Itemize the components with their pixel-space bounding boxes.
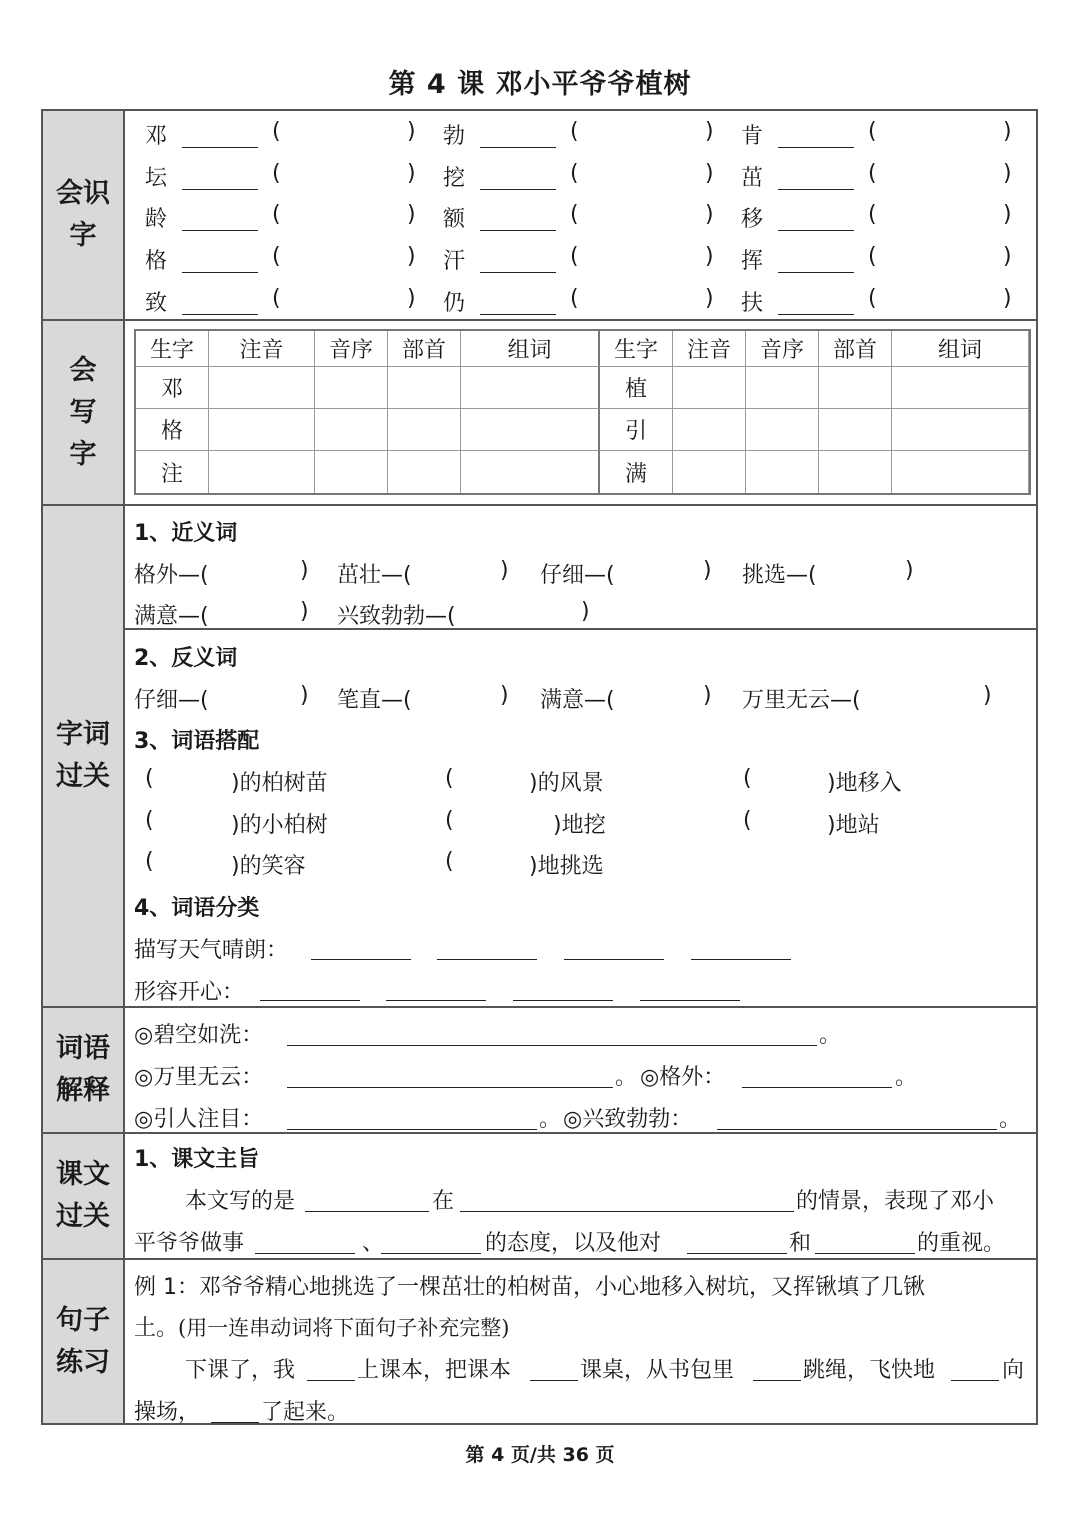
section-sentence (43, 1260, 1036, 1423)
table-input-cell[interactable] (315, 451, 388, 493)
label-line: 写 (69, 396, 97, 428)
example-sentence-end (134, 1311, 509, 1342)
recognize-char: 额 (443, 207, 466, 232)
explain-term: ◎万里无云： (134, 1065, 264, 1090)
close-paren: ) (500, 683, 509, 708)
collocation-text: 的笑容 (239, 854, 306, 879)
table-input-cell[interactable] (892, 367, 1029, 409)
pinyin-blank[interactable] (182, 147, 258, 148)
table-char-cell: 格 (136, 409, 209, 451)
open-paren: ( (570, 244, 579, 269)
open-paren: ( (145, 766, 154, 791)
sentence-content (125, 1260, 1036, 1423)
close-paren: ) (703, 683, 712, 708)
pinyin-blank[interactable] (182, 230, 258, 231)
label-line: 课文 (56, 1159, 110, 1190)
close-paren: ) (705, 161, 714, 186)
example-end-text: 土。 (134, 1316, 179, 1341)
pinyin-blank[interactable] (480, 147, 556, 148)
synonym-item: 仔细—( (540, 563, 615, 588)
open-paren: ( (570, 161, 579, 186)
table-header-cell: 部首 (819, 331, 892, 367)
open-paren: ( (868, 161, 877, 186)
table-input-cell[interactable] (388, 409, 461, 451)
divider (125, 628, 1036, 630)
table-input-cell[interactable] (673, 367, 746, 409)
exercise-text: 上课本，把课本 (357, 1358, 512, 1383)
recognize-char: 移 (741, 207, 764, 232)
text-line-part: 本文写的是 (185, 1189, 296, 1214)
collocation-text: 的柏树苗 (239, 771, 328, 796)
text-blank[interactable] (815, 1253, 915, 1254)
label-line: 词语 (56, 1033, 110, 1064)
table-header-cell: 生字 (600, 331, 673, 367)
explain-blank[interactable] (742, 1087, 892, 1088)
close-paren: ) (1003, 244, 1012, 269)
recognize-char: 肯 (741, 124, 764, 149)
table-input-cell[interactable] (746, 409, 819, 451)
recognize-char: 邓 (145, 124, 168, 149)
collocation-text: 的风景 (537, 771, 604, 796)
close-paren: ) (407, 286, 416, 311)
synonym-item: 挑选—( (742, 563, 817, 588)
collocation-item (231, 766, 328, 797)
open-paren: ( (445, 808, 454, 833)
verb-blank[interactable] (307, 1380, 355, 1381)
table-input-cell[interactable] (673, 451, 746, 493)
text-line-part: 的态度，以及他对 (485, 1231, 662, 1256)
table-input-cell[interactable] (746, 451, 819, 493)
label-line: 练习 (56, 1346, 110, 1378)
explain-blank[interactable] (287, 1087, 613, 1088)
close-paren: ) (1003, 161, 1012, 186)
section-label-text (43, 1134, 125, 1258)
pinyin-blank[interactable] (778, 272, 854, 273)
open-paren: ( (868, 244, 877, 269)
classify-weather-label: 描写天气晴朗： (134, 938, 289, 963)
table-header-cell: 音序 (746, 331, 819, 367)
table-row (136, 367, 1029, 409)
close-paren: ) (705, 202, 714, 227)
label-line: 字词 (56, 719, 110, 750)
pinyin-blank[interactable] (480, 230, 556, 231)
open-paren: ( (743, 808, 752, 833)
close-paren: ) (553, 813, 562, 838)
table-header-cell: 生字 (136, 331, 209, 367)
close-paren: ) (581, 599, 590, 624)
close-paren: ) (529, 854, 538, 879)
table-header-row (136, 331, 1029, 367)
table-input-cell[interactable] (746, 367, 819, 409)
close-paren: ) (407, 202, 416, 227)
table-row (136, 451, 1029, 493)
close-paren: ) (827, 771, 836, 796)
explain-blank[interactable] (287, 1045, 817, 1046)
pinyin-blank[interactable] (182, 314, 258, 315)
recognize-char: 仍 (443, 291, 466, 316)
section-label-write (43, 321, 125, 504)
label-line: 会 (69, 354, 97, 386)
label-line: 字 (69, 220, 97, 251)
close-paren: ) (300, 683, 309, 708)
collocation-item (231, 808, 328, 839)
recognize-char: 挖 (443, 166, 466, 191)
open-paren: ( (743, 766, 752, 791)
table-input-cell[interactable] (673, 409, 746, 451)
close-paren: ) (703, 558, 712, 583)
close-paren: ) (705, 286, 714, 311)
close-paren: ) (231, 854, 240, 879)
table-input-cell[interactable] (819, 451, 892, 493)
collocation-text: 地移入 (835, 771, 902, 796)
pinyin-blank[interactable] (182, 189, 258, 190)
classify-title: 4、词语分类 (134, 896, 260, 921)
exercise-text: 向 (1002, 1358, 1025, 1383)
label-line: 字 (69, 438, 97, 470)
antonym-item: 万里无云—( (742, 688, 861, 713)
classify-blank[interactable] (564, 959, 664, 960)
exercise-text: 下课了，我 (185, 1358, 296, 1383)
pinyin-blank[interactable] (480, 189, 556, 190)
exercise-text: 了起来。 (261, 1400, 350, 1425)
period: 。 (615, 1065, 638, 1090)
recognize-char: 龄 (145, 207, 168, 232)
open-paren: ( (868, 286, 877, 311)
page-footer: 第 4 页/共 36 页 (465, 1444, 615, 1466)
table-input-cell[interactable] (315, 409, 388, 451)
explain-term: ◎引人注目： (134, 1107, 264, 1132)
label-line: 过关 (56, 761, 110, 792)
pinyin-blank[interactable] (778, 147, 854, 148)
page-title: 第 4 课 邓小平爷爷植树 (388, 69, 692, 100)
table-input-cell[interactable] (388, 367, 461, 409)
open-paren: ( (445, 849, 454, 874)
table-char-cell: 植 (600, 367, 673, 409)
table-header-cell: 注音 (209, 331, 315, 367)
table-input-cell[interactable] (461, 409, 600, 451)
text-line-part: 的情景，表现了邓小 (796, 1189, 995, 1214)
label-line: 会识 (56, 178, 110, 209)
classify-blank[interactable] (437, 959, 537, 960)
classify-happy-label: 形容开心： (134, 980, 245, 1005)
exercise-text: 操场， (134, 1400, 201, 1425)
open-paren: ( (272, 202, 281, 227)
instruction-text: (用一连串动词将下面句子补充完整) (178, 1316, 510, 1340)
table-header-cell: 注音 (673, 331, 746, 367)
explain-blank[interactable] (287, 1129, 537, 1130)
table-input-cell[interactable] (209, 367, 315, 409)
open-paren: ( (868, 202, 877, 227)
recognize-char: 致 (145, 291, 168, 316)
table-input-cell[interactable] (209, 409, 315, 451)
pinyin-blank[interactable] (778, 189, 854, 190)
table-char-cell: 满 (600, 451, 673, 493)
pinyin-blank[interactable] (182, 272, 258, 273)
antonym-item: 满意—( (540, 688, 615, 713)
text-blank[interactable] (255, 1253, 355, 1254)
close-paren: ) (827, 813, 836, 838)
table-header-cell: 音序 (315, 331, 388, 367)
collocation-item (231, 849, 306, 880)
open-paren: ( (445, 766, 454, 791)
text-blank[interactable] (305, 1211, 429, 1212)
close-paren: ) (500, 558, 509, 583)
collocation-item (827, 808, 880, 839)
section-text (43, 1134, 1036, 1260)
collocation-item (529, 766, 604, 797)
text-line-part: 的重视。 (917, 1231, 1006, 1256)
table-header-cell: 组词 (892, 331, 1029, 367)
explain-term: ◎兴致勃勃： (563, 1107, 693, 1132)
collocation-item (529, 849, 604, 880)
exercise-text: 课桌，从书包里 (580, 1358, 735, 1383)
verb-blank[interactable] (951, 1380, 999, 1381)
recognize-char: 勃 (443, 124, 466, 149)
explain-term: ◎格外： (640, 1065, 726, 1090)
classify-blank[interactable] (640, 1000, 740, 1001)
close-paren: ) (705, 119, 714, 144)
synonym-item: 满意—( (134, 604, 209, 629)
collocation-item (827, 766, 902, 797)
table-input-cell[interactable] (892, 409, 1029, 451)
table-char-cell: 引 (600, 409, 673, 451)
section-label-sentence (43, 1260, 125, 1423)
label-line: 句子 (56, 1304, 110, 1336)
open-paren: ( (570, 286, 579, 311)
writing-table (134, 329, 1031, 495)
section-label-explain (43, 1008, 125, 1132)
section-label-recognize (43, 111, 125, 319)
table-input-cell[interactable] (819, 409, 892, 451)
close-paren: ) (983, 683, 992, 708)
text-blank[interactable] (381, 1253, 481, 1254)
open-paren: ( (145, 849, 154, 874)
table-input-cell[interactable] (388, 451, 461, 493)
close-paren: ) (407, 161, 416, 186)
collocation-text: 地挑选 (537, 854, 604, 879)
section-write (43, 321, 1036, 506)
recognize-char: 挥 (741, 249, 764, 274)
classify-blank[interactable] (513, 1000, 613, 1001)
table-input-cell[interactable] (892, 451, 1029, 493)
table-char-cell: 邓 (136, 367, 209, 409)
text-line-part: 和 (789, 1231, 812, 1256)
close-paren: ) (1003, 119, 1012, 144)
open-paren: ( (570, 202, 579, 227)
antonyms-title: 2、反义词 (134, 646, 238, 671)
table-input-cell[interactable] (209, 451, 315, 493)
collocation-text: 的小柏树 (239, 813, 328, 838)
table-header-cell: 部首 (388, 331, 461, 367)
section-explain (43, 1008, 1036, 1134)
text-line-part: 在 (432, 1189, 455, 1214)
classify-blank[interactable] (260, 1000, 360, 1001)
synonym-item: 茁壮—( (337, 563, 412, 588)
verb-blank[interactable] (211, 1422, 259, 1423)
table-input-cell[interactable] (819, 367, 892, 409)
recognize-grid (125, 111, 1036, 319)
open-paren: ( (145, 808, 154, 833)
section-label-words (43, 506, 125, 1006)
pinyin-blank[interactable] (778, 314, 854, 315)
period: 。 (895, 1065, 918, 1090)
table-input-cell[interactable] (461, 367, 600, 409)
collocation-item (553, 808, 606, 839)
recognize-char: 汗 (443, 249, 466, 274)
classify-blank[interactable] (691, 959, 791, 960)
close-paren: ) (529, 771, 538, 796)
recognize-char: 扶 (741, 291, 764, 316)
explain-content (125, 1008, 1036, 1132)
text-line-part: 平爷爷做事 (134, 1231, 245, 1256)
close-paren: ) (407, 119, 416, 144)
close-paren: ) (905, 558, 914, 583)
table-input-cell[interactable] (461, 451, 600, 493)
verb-blank[interactable] (530, 1380, 578, 1381)
recognize-char: 茁 (741, 166, 764, 191)
words-content (125, 506, 1036, 1006)
synonym-item: 格外—( (134, 563, 209, 588)
label-line: 解释 (56, 1075, 110, 1106)
text-blank[interactable] (460, 1211, 794, 1212)
worksheet (41, 109, 1038, 1425)
table-char-cell: 注 (136, 451, 209, 493)
recognize-char: 坛 (145, 166, 168, 191)
open-paren: ( (272, 244, 281, 269)
example-sentence: 例 1：邓爷爷精心地挑选了一棵茁壮的柏树苗，小心地移入树坑，又挥锹填了几锹 (134, 1275, 925, 1300)
close-paren: ) (1003, 286, 1012, 311)
close-paren: ) (300, 599, 309, 624)
explain-blank[interactable] (717, 1129, 997, 1130)
explain-term: ◎碧空如洗： (134, 1023, 264, 1048)
table-row (136, 409, 1029, 451)
antonym-item: 笔直—( (337, 688, 412, 713)
period: 。 (999, 1107, 1022, 1132)
collocation-text: 地挖 (561, 813, 606, 838)
synonyms-title: 1、近义词 (134, 521, 238, 546)
close-paren: ) (1003, 202, 1012, 227)
period: 。 (539, 1107, 562, 1132)
open-paren: ( (272, 161, 281, 186)
open-paren: ( (868, 119, 877, 144)
verb-blank[interactable] (753, 1380, 801, 1381)
open-paren: ( (570, 119, 579, 144)
text-content (125, 1134, 1036, 1258)
open-paren: ( (272, 286, 281, 311)
collocation-title: 3、词语搭配 (134, 729, 260, 754)
pinyin-blank[interactable] (480, 272, 556, 273)
section-recognize (43, 111, 1036, 321)
pinyin-blank[interactable] (778, 230, 854, 231)
synonym-item: 兴致勃勃—( (337, 604, 456, 629)
classify-blank[interactable] (311, 959, 411, 960)
close-paren: ) (300, 558, 309, 583)
text-blank[interactable] (687, 1253, 787, 1254)
antonym-item: 仔细—( (134, 688, 209, 713)
table-header-cell: 组词 (461, 331, 600, 367)
collocation-text: 地站 (835, 813, 880, 838)
open-paren: ( (272, 119, 281, 144)
close-paren: ) (231, 771, 240, 796)
text-heading: 1、课文主旨 (134, 1147, 260, 1172)
close-paren: ) (705, 244, 714, 269)
text-line-part: 、 (362, 1231, 385, 1256)
exercise-text: 跳绳，飞快地 (803, 1358, 936, 1383)
close-paren: ) (407, 244, 416, 269)
recognize-char: 格 (145, 249, 168, 274)
classify-blank[interactable] (386, 1000, 486, 1001)
label-line: 过关 (56, 1201, 110, 1232)
section-words (43, 506, 1036, 1008)
table-input-cell[interactable] (315, 367, 388, 409)
close-paren: ) (231, 813, 240, 838)
period: 。 (819, 1023, 842, 1048)
pinyin-blank[interactable] (480, 314, 556, 315)
